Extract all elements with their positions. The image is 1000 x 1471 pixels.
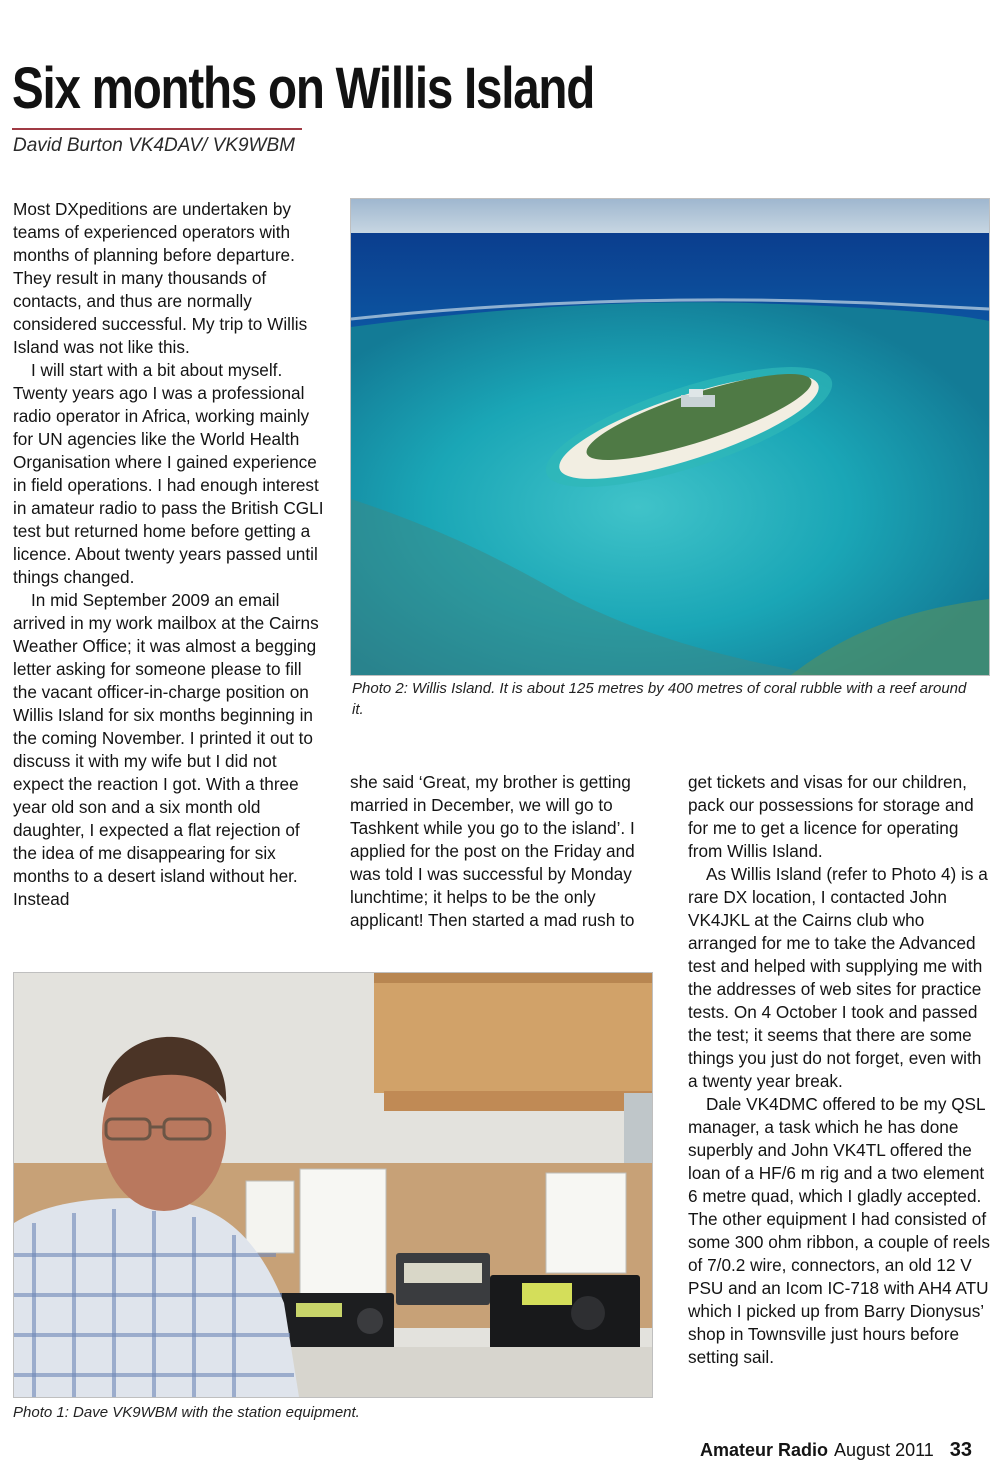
- paragraph: In mid September 2009 an email arrived in my work mailbox at the Cairns Weather Office; it was almost a begging letter asking for someone please to fill the vacant officer-in-charge position on Willis Island for six months beginning in the coming November. I printed it out to discuss it with my wife but I did not expect the reaction I got. With a three year old son and a six month old daughter, I expected a flat rejection of the idea of me disappearing for six months to a desert island without her. Instead: [13, 590, 319, 909]
- paragraph: get tickets and visas for our children, pack our possessions for storage and for me to get a licence for operating from Willis Island.: [688, 772, 974, 861]
- author-byline: David Burton VK4DAV/ VK9WBM: [13, 135, 295, 156]
- photo-1-caption: Photo 1: Dave VK9WBM with the station equipment.: [13, 1404, 360, 1421]
- photo-2-caption: Photo 2: Willis Island. It is about 125 metres by 400 metres of coral rubble with a reef around it.: [352, 680, 967, 718]
- column-3: [688, 771, 993, 1369]
- paragraph: I will start with a bit about myself. Twenty years ago I was a professional radio operator in Africa, working mainly for UN agencies like the World Health Organisation where I gained experience in field operations. I had enough interest in amateur radio to pass the British CGLI test but returned home before getting a licence. About twenty years passed until things changed.: [13, 360, 324, 587]
- page-number: 33: [949, 1439, 973, 1461]
- paragraph: Dale VK4DMC offered to be my QSL manager, a task which he has done superbly and John VK4TL offered the loan of a HF/6 m rig and a two element 6 metre quad, which I gladly accepted. The other equipment I had consisted of some 300 ohm ribbon, a couple of reels of 7/0.2 wire, connectors, an old 12 V PSU and an Icom IC-718 with AH4 ATU which I picked up from Barry Dionysus’ shop in Townsville just hours before setting sail.: [688, 1094, 990, 1367]
- column-2: [350, 771, 668, 932]
- issue-date: August 2011: [834, 1440, 934, 1460]
- island-aerial-image: [351, 199, 989, 675]
- paragraph: she said ‘Great, my brother is getting married in December, we will go to Tashkent while you go to the island’. I applied for the post on the Friday and was told I was successful by Monday lunchtime; it helps to be the only applicant! Then started a mad rush to: [350, 772, 635, 930]
- magazine-name: Amateur Radio: [700, 1440, 829, 1460]
- page-footer: [700, 1438, 972, 1462]
- paragraph: As Willis Island (refer to Photo 4) is a rare DX location, I contacted John VK4JKL at the Cairns club who arranged for me to take the Advanced test and helped with supplying me with the addresses of web sites for practice tests. On 4 October I took and passed the test; it seems that there are some things you just do not forget, even with a twenty year break.: [688, 864, 988, 1091]
- station-equipment-image: [14, 973, 652, 1397]
- article-title: Six months on Willis Island: [12, 56, 595, 121]
- photo-willis-island: [350, 198, 990, 676]
- column-1: [13, 198, 325, 911]
- photo-operator-station: [13, 972, 653, 1398]
- paragraph: Most DXpeditions are undertaken by teams of experienced operators with months of planning before departure. They result in many thousands of contacts, and thus are normally considered successful. My trip to Willis Island was not like this.: [13, 199, 308, 357]
- title-rule: [12, 128, 302, 130]
